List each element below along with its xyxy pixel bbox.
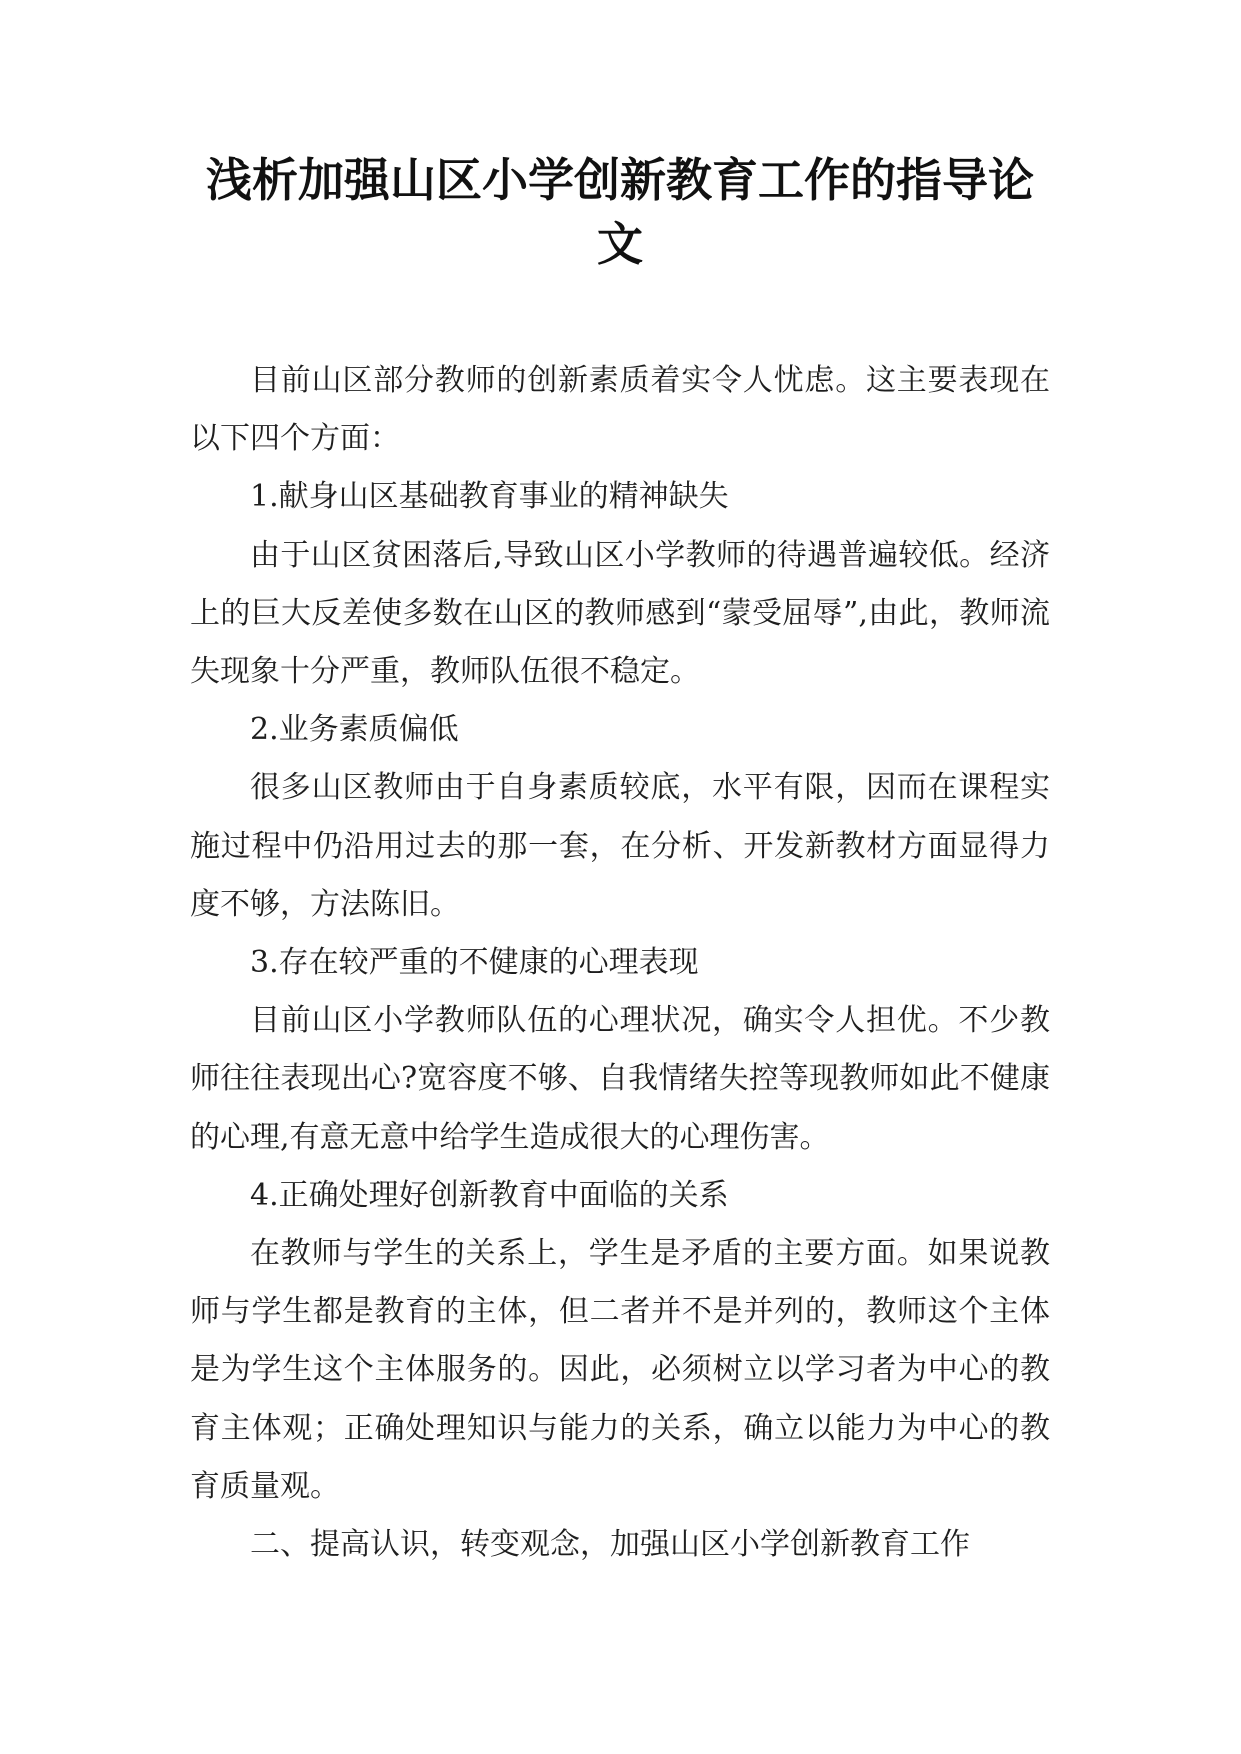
paragraph-point-3: 目前山区小学教师队伍的心理状况，确实令人担优。不少教师往往表现出心?宽容度不够、自我情绪失控等现教师如此不健康的心理,有意无意中给学生造成很大的心理伤害。 xyxy=(190,1003,1050,1155)
section-heading-2: 二、提高认识，转变观念，加强山区小学创新教育工作 xyxy=(250,1527,970,1563)
paragraph-point-1: 由于山区贫困落后,导致山区小学教师的待遇普遍较低。经济上的巨大反差使多数在山区的教师感到“蒙受屈辱”,由此，教师流失现象十分严重，教师队伍很不稳定。 xyxy=(190,537,1050,690)
heading-point-2: 2.业务素质偏低 xyxy=(250,712,459,748)
document-body xyxy=(190,352,1050,1574)
document-title: 浅析加强山区小学创新教育工作的指导论文 xyxy=(206,153,1034,271)
heading-point-1: 1.献身山区基础教育事业的精神缺失 xyxy=(250,479,729,515)
heading-point-3: 3.存在较严重的不健康的心理表现 xyxy=(250,945,699,981)
heading-point-4: 4.正确处理好创新教育中面临的关系 xyxy=(250,1177,729,1213)
paragraph-point-2: 很多山区教师由于自身素质较底，水平有限，因而在课程实施过程中仍沿用过去的那一套，在分析、开发新教材方面显得力度不够，方法陈旧。 xyxy=(190,770,1050,922)
paragraph-point-4: 在教师与学生的关系上，学生是矛盾的主要方面。如果说教师与学生都是教育的主体，但二者并不是并列的，教师这个主体是为学生这个主体服务的。因此，必须树立以学习者为中心的教育主体观；正确处理知识与能力的关系，确立以能力为中心的教育质量观。 xyxy=(190,1236,1050,1504)
paragraph-intro: 目前山区部分教师的创新素质着实令人忧虑。这主要表现在以下四个方面： xyxy=(190,363,1050,457)
